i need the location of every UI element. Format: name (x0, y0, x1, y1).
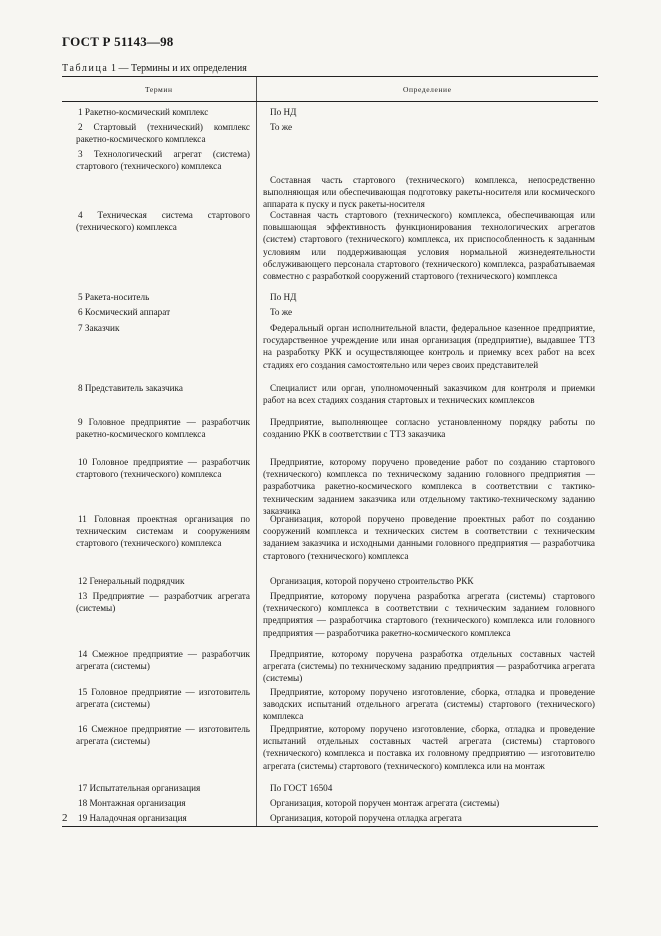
table-body (62, 102, 598, 826)
term-cell: 15 Головное предприятие — изготовитель агрегата (системы) (76, 687, 250, 710)
term-cell: 5 Ракета-носитель (78, 292, 150, 302)
table-caption-label: Таблица (62, 63, 109, 74)
definition-cell: Организация, которой поручена отладка агрегата (270, 813, 462, 823)
table-caption (62, 63, 247, 74)
column-header-definition: Определение (256, 77, 598, 101)
page-number: 2 (62, 812, 68, 824)
term-cell: 11 Головная проектная организация по техническим системам и сооружениям стартового (технического) комплекса (76, 514, 250, 549)
term-cell: 17 Испытательная организация (78, 783, 201, 793)
term-cell: 3 Технологический агрегат (система) стартового (технического) комплекса (76, 149, 250, 172)
definition-cell: Составная часть стартового (технического) комплекса, непосредственно выполняющая или обеспечивающая подготовку ракеты-носителя или космического аппарата к пуску и пуск ракеты-носителя (263, 175, 595, 210)
terms-table (62, 76, 598, 827)
column-divider (256, 102, 257, 826)
definition-cell: Предприятие, выполняющее согласно установленному порядку работы по созданию РКК в соответствии с ТТЗ заказчика (263, 417, 595, 440)
term-cell: 18 Монтажная организация (78, 798, 186, 808)
table-caption-text: 1 — Термины и их определения (110, 63, 247, 74)
term-cell: 6 Космический аппарат (78, 307, 171, 317)
column-header-term: Термин (145, 84, 173, 94)
definition-cell: Составная часть стартового (технического) комплекса, обеспечивающая или повышающая эффективность функционирования технологических агрегатов (систем) стартового (технического) комплекса, их приспособленность к заданным условиям или поддерживающая условия нормальной жизнедеятельности обслуживающего персонала стартового (технического) комплекса, разрабатываемая совместно с разработкой сооружений стартового (технического) комплекса (263, 210, 595, 282)
definition-cell: Специалист или орган, уполномоченный заказчиком для контроля и приемки работ на всех стадиях создания стартовых и технических комплексов (263, 383, 595, 406)
term-cell: 8 Представитель заказчика (78, 383, 183, 393)
definition-cell: Предприятие, которому поручено изготовление, сборка, отладка и проведение испытаний отдельных составных частей агрегата (системы) стартового (технического) комплекса и поставка их головному предприятию — изготовителю агрегата (системы) стартового (технического) комплекса или на монтаж (263, 724, 595, 771)
definition-cell: Предприятие, которому поручена разработка агрегата (системы) стартового (технического) комплекса в соответствии с техническим заданием головного предприятия — разработчика стартового (технического) комплекса или головного предприятия — разработчика ракетно-космического комплекса (263, 591, 595, 638)
definition-cell: По ГОСТ 16504 (270, 783, 333, 793)
definition-cell: Организация, которой поручено строительство РКК (270, 576, 474, 586)
table-header (62, 77, 598, 102)
definition-cell: Организация, которой поручено проведение проектных работ по созданию сооружений комплекса и технических систем в соответствии с техническим заданием заказчика и исходными данными головного предприятия — разработчика стартового (технического) комплекса (263, 514, 595, 561)
definition-cell: То же (270, 122, 293, 132)
definition-cell: То же (270, 307, 293, 317)
definition-cell: Федеральный орган исполнительной власти, федеральное казенное предприятие, государственное учреждение или иная организация (предприятие), выдавшее ТТЗ на разработку РКК и осуществляющее контроль и приемку всех работ на всех стадиях его создания самостоятельно или через своих представителей (263, 323, 595, 370)
definition-cell: Организация, которой поручен монтаж агрегата (системы) (270, 798, 500, 808)
definition-cell: По НД (270, 107, 297, 117)
term-cell: 12 Генеральный подрядчик (78, 576, 185, 586)
term-cell: 9 Головное предприятие — разработчик ракетно-космического комплекса (76, 417, 250, 440)
definition-cell: По НД (270, 292, 297, 302)
term-cell: 13 Предприятие — разработчик агрегата (системы) (76, 591, 250, 614)
term-cell: 14 Смежное предприятие — разработчик агрегата (системы) (76, 649, 250, 672)
term-cell: 19 Наладочная организация (78, 813, 187, 823)
term-cell: 4 Техническая система стартового (технического) комплекса (76, 210, 250, 233)
term-cell: 2 Стартовый (технический) комплекс ракетно-космического комплекса (76, 122, 250, 145)
term-cell: 1 Ракетно-космический комплекс (78, 107, 209, 117)
definition-cell: Предприятие, которому поручено изготовление, сборка, отладка и проведение заводских испытаний отдельного агрегата (системы) стартового (технического) комплекса (263, 687, 595, 722)
definition-cell: Предприятие, которому поручена разработка отдельных составных частей агрегата (системы) по техническому заданию предприятия — разработчика агрегата (системы) (263, 649, 595, 684)
term-cell: 16 Смежное предприятие — изготовитель агрегата (системы) (76, 724, 250, 747)
term-cell: 7 Заказчик (78, 323, 120, 333)
document-title: ГОСТ Р 51143—98 (62, 34, 174, 49)
definition-cell: Предприятие, которому поручено проведение работ по созданию стартового (технического) комплекса по техническому заданию головного предприятия — разработчика ракетно-космического комплекса в соответствии с тактико-техническим заданием заказчика или отдельному тактико-техническому заданию заказчика (263, 457, 595, 516)
term-cell: 10 Головное предприятие — разработчик стартового (технического) комплекса (76, 457, 250, 480)
